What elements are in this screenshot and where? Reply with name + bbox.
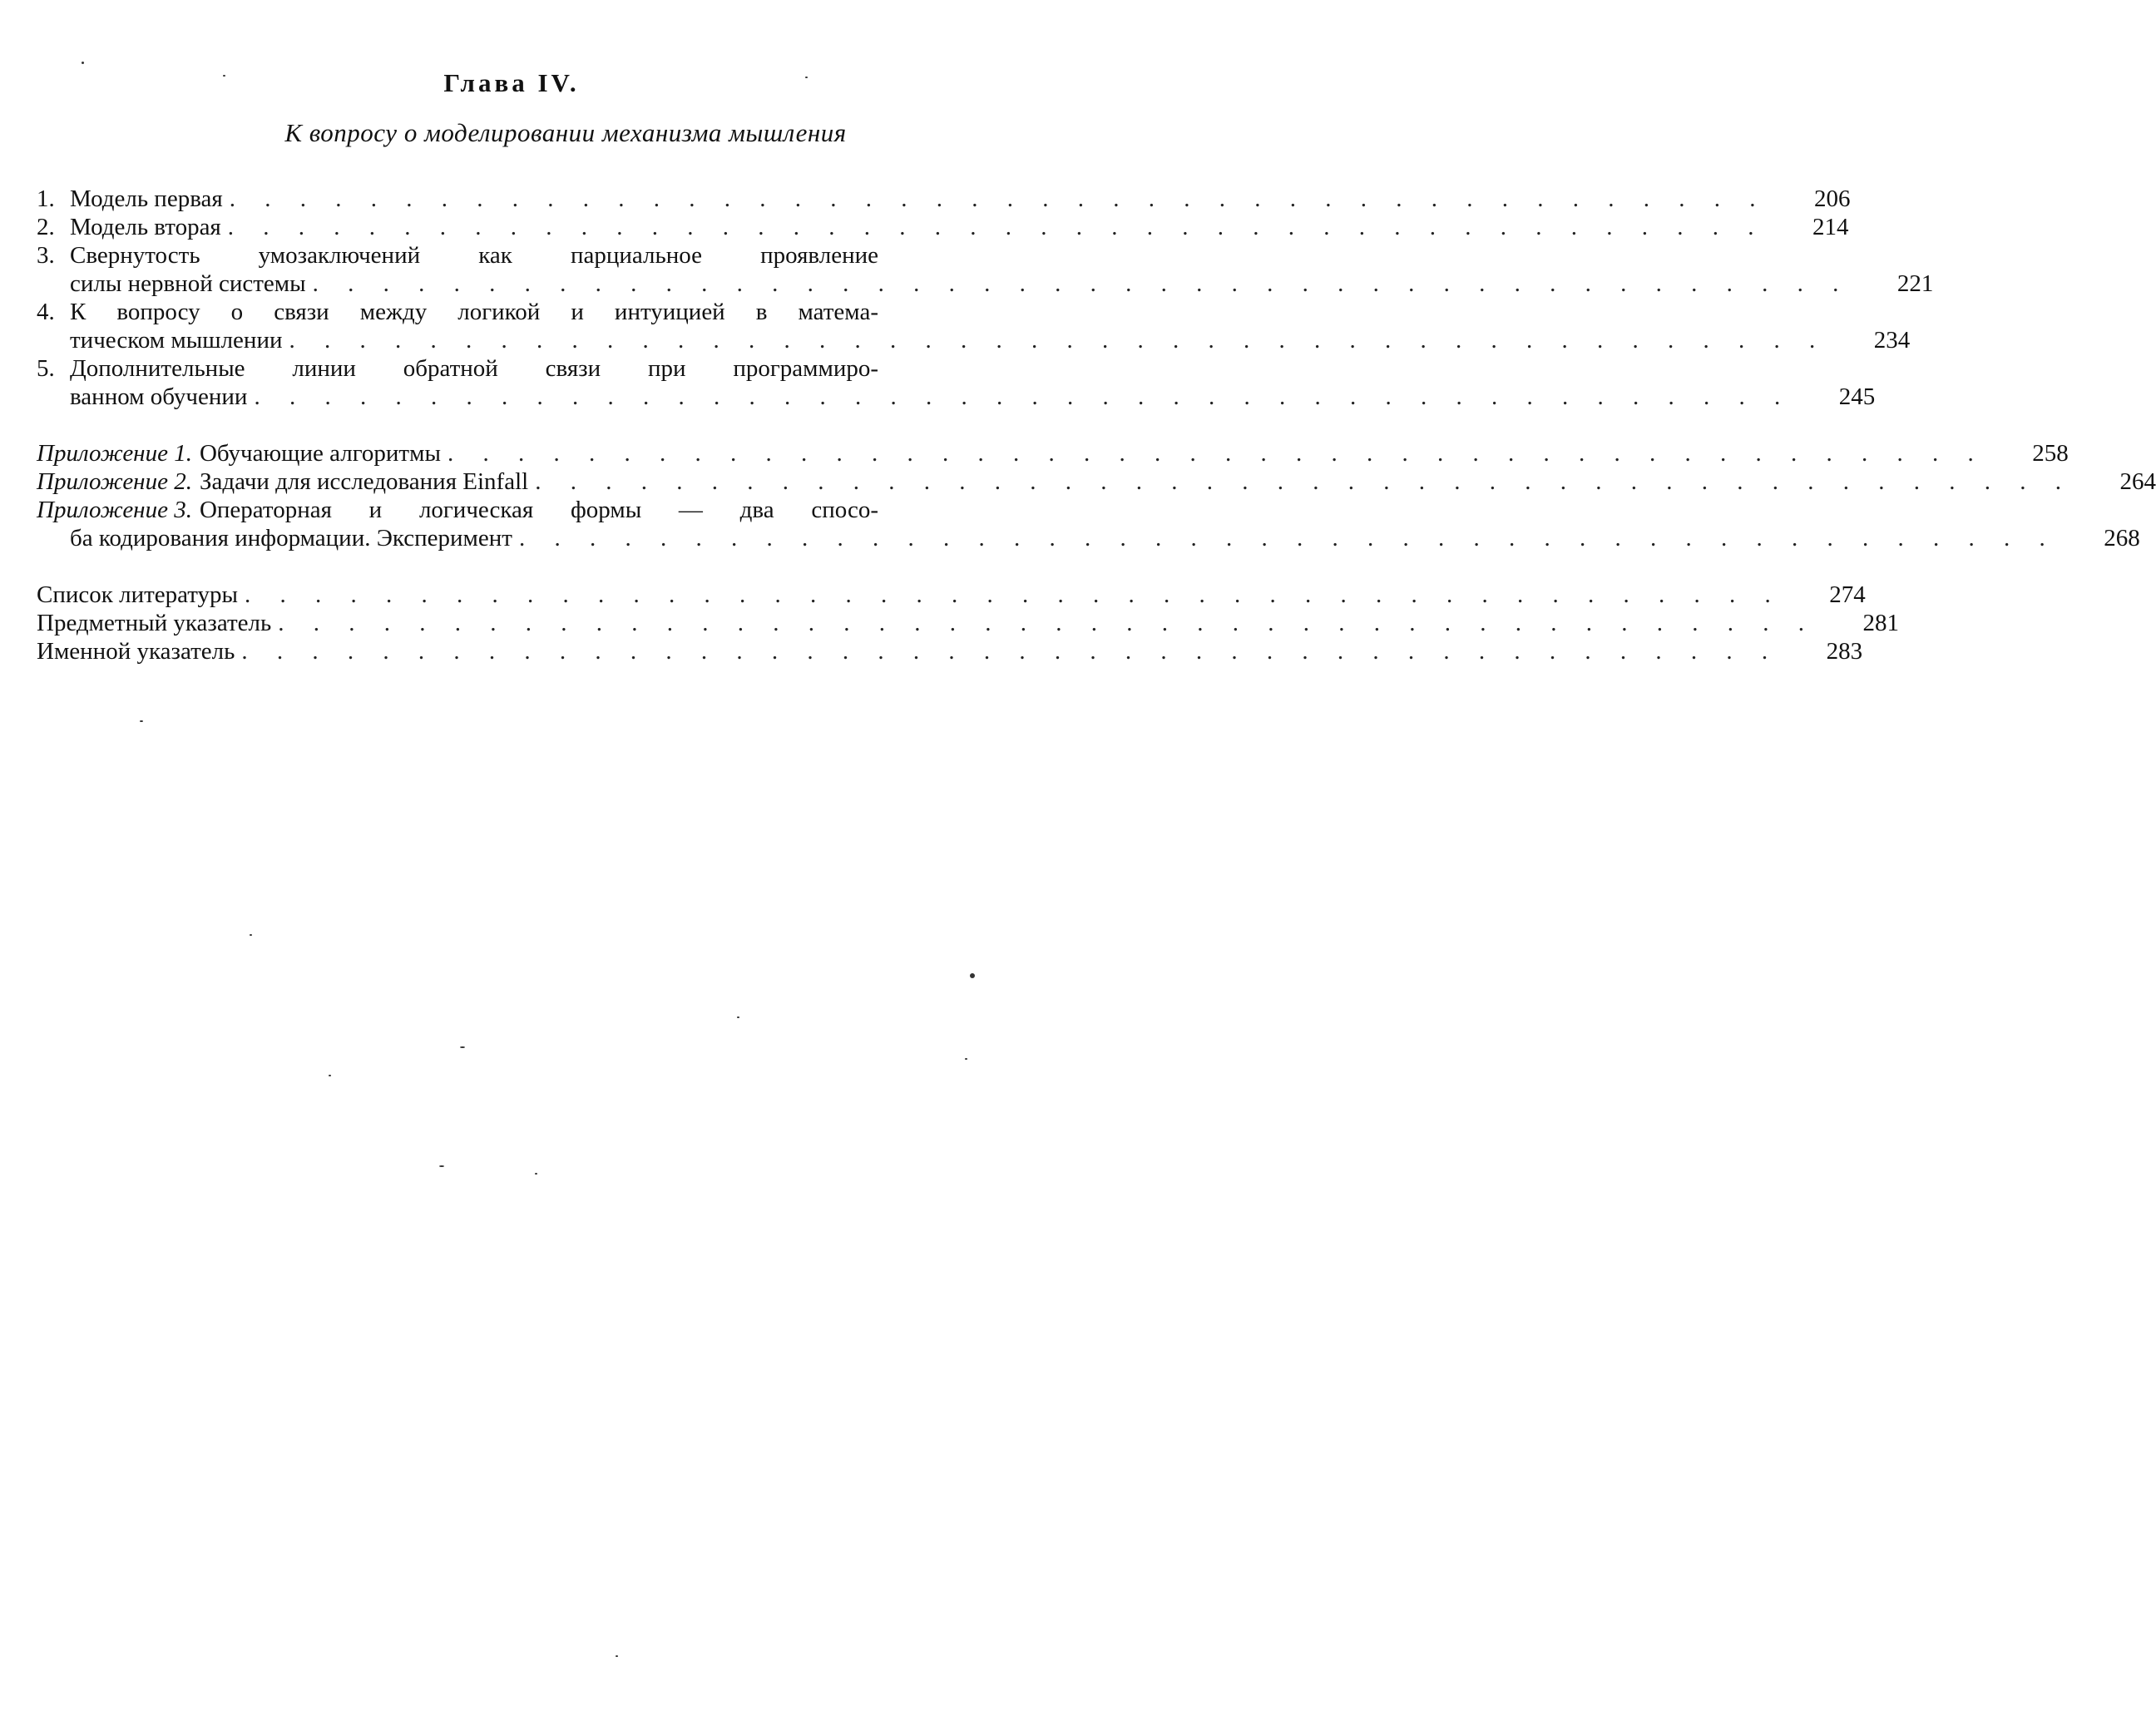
toc-entry-name-index[interactable] bbox=[37, 637, 1863, 665]
section-number: 5. bbox=[37, 355, 55, 382]
scan-speck bbox=[223, 75, 225, 77]
scan-speck bbox=[970, 973, 975, 978]
appendix-title: Задачи для исследования Einfall bbox=[199, 468, 529, 495]
section-number: 3. bbox=[37, 242, 55, 269]
dot-leader: . . . . . . . . . . . . . . . . . . . . . . . . . . . . . . . . . . . . . . . . . . . . bbox=[535, 468, 2073, 495]
toc-entry-section-5[interactable] bbox=[37, 354, 1876, 411]
dot-leader: . . . . . . . . . . . . . . . . . . . . . . . . . . . . . . . . . . . . . . . . . . . . bbox=[289, 327, 1827, 354]
appendix-label: Приложение 3. bbox=[37, 497, 192, 523]
section-title: Модель вторая bbox=[70, 214, 221, 240]
page-number: 206 bbox=[1813, 185, 1851, 212]
appendix-title-line-1: Операторная и логическая формы — два спосо- bbox=[199, 497, 878, 523]
dot-leader: . . . . . . . . . . . . . . . . . . . . . . . . . . . . . . . . . . . . . . . . . . . . bbox=[245, 581, 1783, 608]
page-number: 234 bbox=[1873, 327, 1911, 354]
back-matter-title: Список литературы bbox=[37, 581, 239, 608]
dot-leader: . . . . . . . . . . . . . . . . . . . . . . . . . . . . . . . . . . . . . . . . . . . . bbox=[518, 525, 2057, 551]
section-number: 2. bbox=[37, 214, 55, 240]
scan-speck bbox=[535, 1173, 537, 1175]
section-title-line-2: ванном обучении bbox=[70, 383, 248, 410]
scan-speck bbox=[439, 1165, 444, 1167]
page-number: 268 bbox=[2104, 525, 2140, 551]
toc-entry-section-4[interactable] bbox=[37, 298, 1911, 354]
section-number: 1. bbox=[37, 185, 55, 212]
toc-entry-section-3[interactable] bbox=[37, 241, 1934, 298]
page-number: 283 bbox=[1826, 638, 1863, 665]
page-number: 221 bbox=[1896, 270, 1934, 297]
back-matter-title: Именной указатель bbox=[37, 638, 235, 665]
toc-entry-appendix-1[interactable] bbox=[37, 439, 2069, 467]
back-matter-title: Предметный указатель bbox=[37, 610, 272, 636]
appendix-label: Приложение 2. bbox=[37, 468, 192, 495]
dot-leader: . . . . . . . . . . . . . . . . . . . . . . . . . . . . . . . . . . . . . . . . . . . . bbox=[447, 440, 1985, 467]
toc-entry-section-2[interactable] bbox=[37, 213, 1849, 241]
dot-leader: . . . . . . . . . . . . . . . . . . . . . . . . . . . . . . . . . . . . . . . . . . . . bbox=[241, 638, 1780, 665]
scan-speck bbox=[737, 1016, 739, 1018]
scan-speck bbox=[805, 77, 808, 78]
page-number: 245 bbox=[1838, 383, 1876, 410]
section-number: 4. bbox=[37, 299, 55, 325]
section-title: Модель первая bbox=[70, 185, 223, 212]
toc-entry-section-1[interactable] bbox=[37, 185, 1851, 213]
appendix-title: Обучающие алгоритмы bbox=[199, 440, 441, 467]
section-title-line-2: силы нервной системы bbox=[70, 270, 306, 297]
appendix-title-line-2: ба кодирования информации. Эксперимент bbox=[70, 525, 512, 551]
scan-speck bbox=[329, 1075, 331, 1076]
dot-leader: . . . . . . . . . . . . . . . . . . . . . . . . . . . . . . . . . . . . . . . . . . . . bbox=[278, 610, 1816, 636]
toc-entry-appendix-2[interactable] bbox=[37, 467, 2156, 496]
section-title-line-2: тическом мышлении bbox=[70, 327, 283, 354]
section-title-line-1: Дополнительные линии обратной связи при программиро- bbox=[70, 355, 878, 382]
page-number: 264 bbox=[2119, 468, 2156, 495]
page-number: 281 bbox=[1862, 610, 1899, 636]
toc-entry-appendix-3[interactable] bbox=[37, 496, 2140, 552]
dot-leader: . . . . . . . . . . . . . . . . . . . . . . . . . . . . . . . . . . . . . . . . . . . . bbox=[227, 214, 1766, 240]
scan-speck bbox=[616, 1655, 618, 1657]
page-number: 258 bbox=[2032, 440, 2069, 467]
dot-leader: . . . . . . . . . . . . . . . . . . . . . . . . . . . . . . . . . . . . . . . . . . . . bbox=[312, 270, 1851, 297]
chapter-subtitle: К вопросу о моделировании механизма мышления bbox=[284, 118, 847, 147]
scan-speck bbox=[965, 1058, 967, 1060]
table-of-contents bbox=[37, 185, 2156, 665]
section-title-line-1: К вопросу о связи между логикой и интуицией в матема- bbox=[70, 299, 878, 325]
appendix-label: Приложение 1. bbox=[37, 440, 192, 467]
scan-speck bbox=[460, 1046, 465, 1048]
dot-leader: . . . . . . . . . . . . . . . . . . . . . . . . . . . . . . . . . . . . . . . . . . . . bbox=[254, 383, 1793, 410]
scan-speck bbox=[250, 934, 252, 936]
page-number: 214 bbox=[1812, 214, 1849, 240]
section-title-line-1: Свернутость умозаключений как парциальное проявление bbox=[70, 242, 878, 269]
toc-entry-subject-index[interactable] bbox=[37, 609, 1899, 637]
scan-speck bbox=[140, 720, 143, 722]
dot-leader: . . . . . . . . . . . . . . . . . . . . . . . . . . . . . . . . . . . . . . . . . . . . bbox=[229, 185, 1768, 212]
chapter-heading: Глава IV. bbox=[443, 68, 580, 97]
page-number: 274 bbox=[1829, 581, 1866, 608]
toc-entry-bibliography[interactable] bbox=[37, 581, 1866, 609]
scan-speck bbox=[82, 62, 84, 64]
